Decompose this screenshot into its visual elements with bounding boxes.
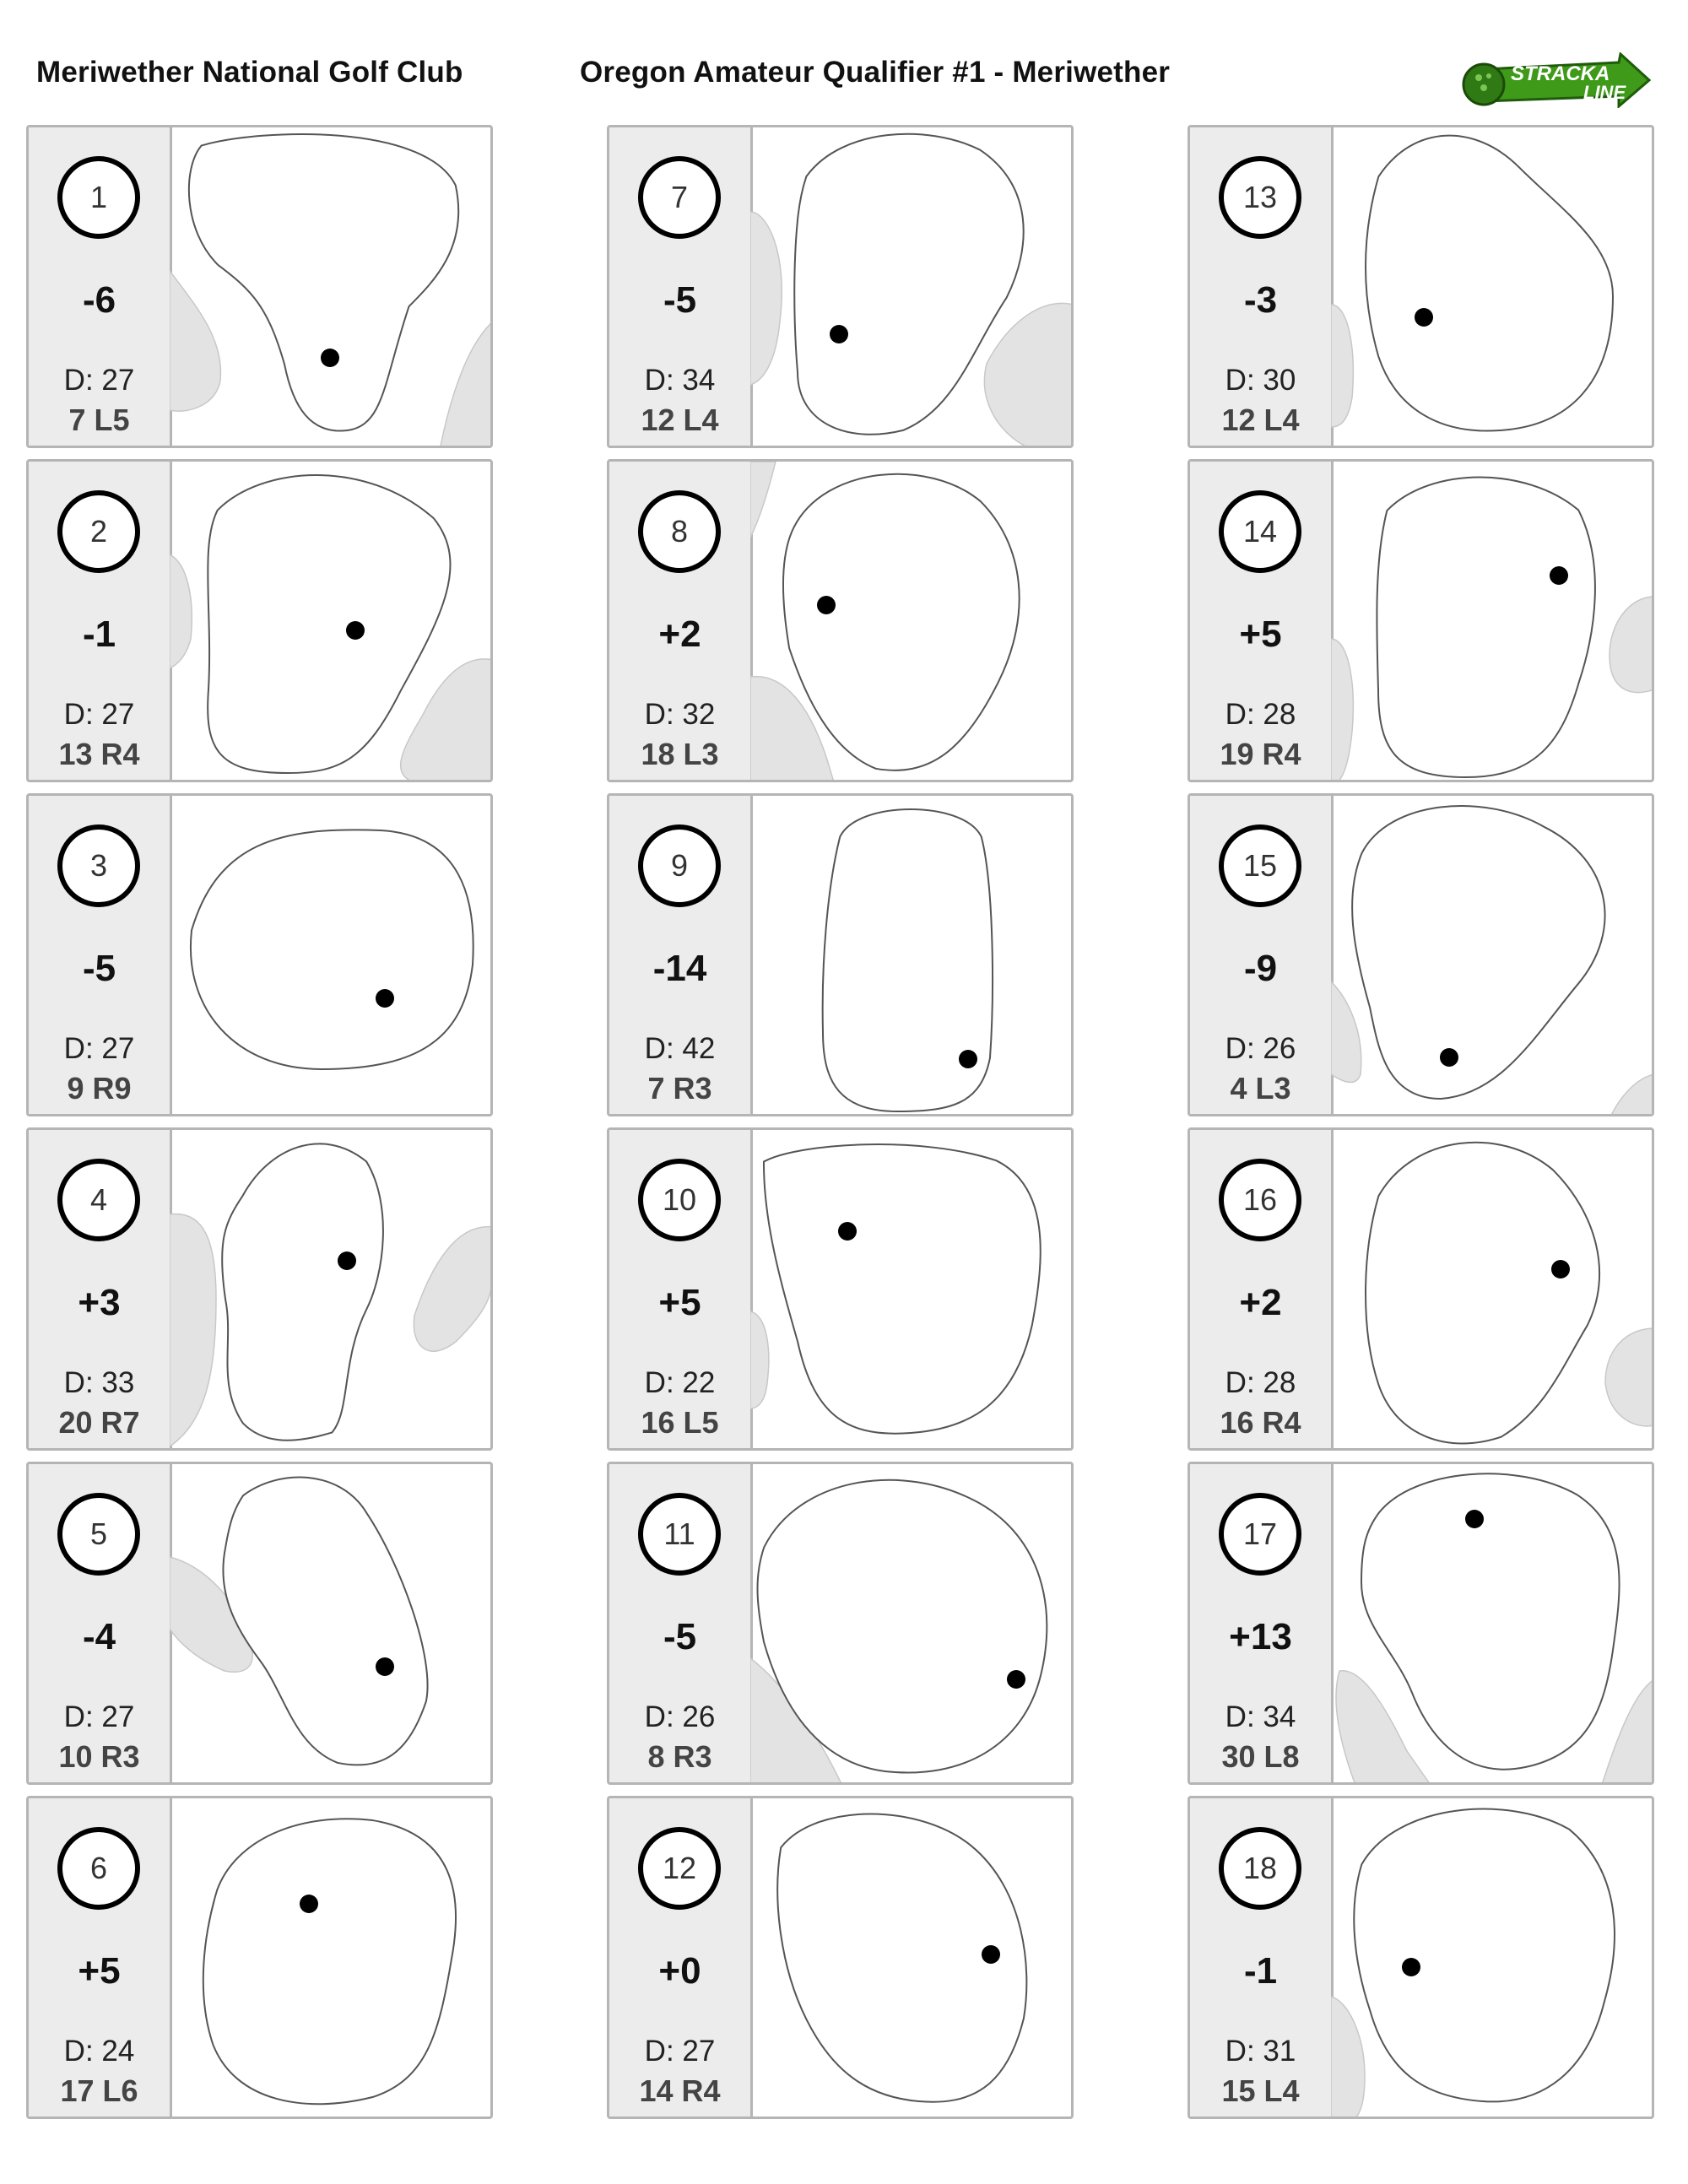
pin-position: 20 R7	[58, 1405, 140, 1440]
bunker-shape	[1331, 1997, 1365, 2119]
hole-info-panel	[609, 127, 753, 446]
hole-card	[26, 1462, 493, 1785]
hole-number: 11	[638, 1493, 721, 1576]
pin-position: 30 L8	[1221, 1739, 1300, 1774]
hole-score: +0	[658, 1950, 701, 1992]
green-diagram	[1331, 796, 1654, 1116]
bunker-shape	[414, 1227, 493, 1352]
hole-info-panel	[1190, 127, 1334, 446]
green-depth: D: 27	[63, 364, 135, 397]
hole-info-panel	[29, 1464, 172, 1782]
green-depth: D: 42	[644, 1032, 716, 1065]
hole-number: 7	[638, 156, 721, 239]
hole-score: +5	[78, 1950, 121, 1992]
pin-position: 17 L6	[60, 2073, 138, 2108]
pin-position: 7 R3	[647, 1071, 712, 1106]
green-diagram	[750, 1464, 1074, 1785]
green-depth: D: 27	[644, 2035, 716, 2068]
hole-card	[1188, 793, 1654, 1116]
bunker-shape	[1331, 305, 1353, 427]
green-outline-inner	[194, 833, 470, 1066]
hole-number: 4	[57, 1159, 140, 1241]
hole-card	[607, 1796, 1074, 2119]
pin-marker	[346, 621, 365, 640]
green-outline-inner	[1357, 1813, 1611, 2099]
pin-position: 12 L4	[1221, 403, 1300, 437]
hole-card	[26, 1796, 493, 2119]
bunker-shape	[984, 303, 1074, 448]
bunker-shape	[750, 212, 782, 385]
hole-number: 16	[1219, 1159, 1301, 1241]
hole-card	[1188, 125, 1654, 448]
green-depth: D: 30	[1225, 364, 1296, 397]
hole-info-panel	[609, 1464, 753, 1782]
bunker-shape	[750, 1311, 769, 1408]
green-outline-inner	[787, 478, 1016, 767]
green-diagram	[1331, 1798, 1654, 2119]
green-depth: D: 28	[1225, 698, 1296, 731]
pin-marker	[300, 1895, 318, 1913]
hole-number: 9	[638, 824, 721, 907]
hole-card	[26, 459, 493, 782]
pin-position: 16 R4	[1220, 1405, 1301, 1440]
hole-card	[607, 1127, 1074, 1451]
green-diagram	[170, 1464, 493, 1785]
hole-info-panel	[29, 1798, 172, 2116]
green-outline-inner	[211, 478, 446, 770]
hole-card	[607, 459, 1074, 782]
hole-number: 5	[57, 1493, 140, 1576]
green-depth: D: 34	[644, 364, 716, 397]
green-diagram	[1331, 127, 1654, 448]
pin-position: 14 R4	[639, 2073, 721, 2108]
stracka-line-logo	[1458, 52, 1651, 108]
green-outline-inner	[226, 1481, 424, 1762]
hole-score: -3	[1243, 279, 1278, 321]
hole-number: 15	[1219, 824, 1301, 907]
green-outline-inner	[1365, 1477, 1616, 1765]
hole-number: 12	[638, 1827, 721, 1910]
hole-card	[607, 793, 1074, 1116]
green-depth: D: 33	[63, 1366, 135, 1399]
green-diagram	[1331, 462, 1654, 782]
bunker-shape	[440, 322, 493, 448]
bunker-shape	[401, 659, 493, 782]
pin-marker	[830, 325, 848, 343]
pin-marker	[1402, 1958, 1420, 1976]
hole-info-panel	[609, 796, 753, 1114]
hole-number: 18	[1219, 1827, 1301, 1910]
hole-score: +5	[658, 1282, 701, 1323]
green-diagram	[170, 1130, 493, 1451]
green-diagram	[1331, 1464, 1654, 1785]
green-diagram	[750, 1798, 1074, 2119]
hole-card	[26, 1127, 493, 1451]
hole-card	[1188, 459, 1654, 782]
hole-score: -1	[1243, 1950, 1278, 1992]
hole-number: 10	[638, 1159, 721, 1241]
hole-info-panel	[29, 127, 172, 446]
green-depth: D: 31	[1225, 2035, 1296, 2068]
hole-score: -4	[82, 1616, 116, 1657]
hole-card	[1188, 1127, 1654, 1451]
bunker-shape	[1331, 981, 1361, 1082]
green-depth: D: 27	[63, 1032, 135, 1065]
green-outline-inner	[225, 1147, 380, 1436]
hole-info-panel	[609, 1798, 753, 2116]
pin-position: 18 L3	[641, 737, 719, 771]
pin-position: 15 L4	[1221, 2073, 1300, 2108]
logo-text-top: STRACKA	[1511, 62, 1610, 85]
hole-score: +2	[658, 614, 701, 655]
bunker-shape	[1331, 639, 1353, 782]
bunker-shape	[1610, 597, 1654, 693]
green-outline-inner	[1369, 1146, 1596, 1441]
green-depth: D: 34	[1225, 1700, 1296, 1733]
hole-number: 6	[57, 1827, 140, 1910]
hole-info-panel	[29, 1130, 172, 1448]
green-depth: D: 27	[63, 698, 135, 731]
pin-position: 7 L5	[68, 403, 130, 437]
green-diagram	[1331, 1130, 1654, 1451]
bunker-shape	[750, 462, 776, 538]
bunker-shape	[1601, 1679, 1654, 1785]
event-title: Oregon Amateur Qualifier #1 - Meriwether	[580, 56, 1171, 89]
hole-card	[607, 125, 1074, 448]
hole-card	[607, 1462, 1074, 1785]
logo-text-bottom: LINE	[1583, 82, 1626, 103]
hole-score: +5	[1239, 614, 1282, 655]
pin-marker	[1551, 1260, 1570, 1279]
hole-info-panel	[1190, 462, 1334, 780]
green-depth: D: 26	[1225, 1032, 1296, 1065]
green-diagram	[170, 1798, 493, 2119]
hole-number: 3	[57, 824, 140, 907]
hole-card	[26, 793, 493, 1116]
pin-marker	[817, 596, 836, 614]
pin-position: 13 R4	[58, 737, 140, 771]
green-diagram	[170, 796, 493, 1116]
green-depth: D: 24	[63, 2035, 135, 2068]
hole-info-panel	[29, 796, 172, 1114]
pin-position: 9 R9	[67, 1071, 132, 1106]
hole-score: +3	[78, 1282, 121, 1323]
hole-info-panel	[609, 1130, 753, 1448]
green-depth: D: 26	[644, 1700, 716, 1733]
hole-score: -1	[82, 614, 116, 655]
pin-marker	[838, 1222, 857, 1241]
pin-marker	[376, 1657, 394, 1676]
hole-number: 1	[57, 156, 140, 239]
pin-marker	[982, 1945, 1000, 1964]
pin-position: 16 L5	[641, 1405, 719, 1440]
pin-marker	[338, 1251, 356, 1270]
hole-card	[1188, 1462, 1654, 1785]
hole-number: 2	[57, 490, 140, 573]
hole-score: -6	[82, 279, 116, 321]
pin-marker	[1440, 1048, 1458, 1067]
bunker-shape	[170, 554, 192, 668]
hole-score: -14	[652, 948, 707, 989]
green-depth: D: 27	[63, 1700, 135, 1733]
green-diagram	[750, 127, 1074, 448]
hole-score: -9	[1243, 948, 1278, 989]
green-diagram	[170, 462, 493, 782]
hole-info-panel	[1190, 1464, 1334, 1782]
bunker-shape	[1610, 1074, 1654, 1116]
bunker-shape	[170, 1214, 216, 1446]
green-depth: D: 32	[644, 698, 716, 731]
green-depth: D: 28	[1225, 1366, 1296, 1399]
hole-score: +2	[1239, 1282, 1282, 1323]
green-outline-inner	[767, 1148, 1037, 1430]
hole-score: -5	[82, 948, 116, 989]
green-outline-inner	[1355, 809, 1601, 1095]
green-diagram	[170, 127, 493, 448]
pin-marker	[376, 989, 394, 1008]
pin-marker	[1465, 1510, 1484, 1528]
hole-info-panel	[1190, 796, 1334, 1114]
green-outline-inner	[207, 1822, 452, 2100]
green-outline-inner	[192, 138, 455, 428]
pin-position: 12 L4	[641, 403, 719, 437]
pin-position: 8 R3	[647, 1739, 712, 1774]
hole-info-panel	[1190, 1798, 1334, 2116]
green-diagram	[750, 1130, 1074, 1451]
hole-score: -5	[663, 1616, 697, 1657]
club-name: Meriwether National Golf Club	[36, 56, 463, 89]
pin-marker	[1415, 308, 1433, 327]
pin-marker	[1550, 566, 1568, 585]
hole-number: 17	[1219, 1493, 1301, 1576]
pin-marker	[1007, 1670, 1025, 1689]
pin-marker	[321, 349, 339, 367]
green-depth: D: 22	[644, 1366, 716, 1399]
hole-card	[1188, 1796, 1654, 2119]
hole-number: 8	[638, 490, 721, 573]
green-diagram	[750, 796, 1074, 1116]
pin-position: 4 L3	[1230, 1071, 1291, 1106]
hole-score: -5	[663, 279, 697, 321]
hole-number: 13	[1219, 156, 1301, 239]
bunker-shape	[1605, 1328, 1654, 1426]
hole-info-panel	[29, 462, 172, 780]
hole-info-panel	[1190, 1130, 1334, 1448]
pin-marker	[959, 1050, 977, 1068]
bunker-shape	[170, 271, 220, 411]
hole-number: 14	[1219, 490, 1301, 573]
green-outline-inner	[1369, 139, 1610, 428]
hole-card	[26, 125, 493, 448]
pin-position: 19 R4	[1220, 737, 1301, 771]
hole-score: +13	[1229, 1616, 1292, 1657]
hole-info-panel	[609, 462, 753, 780]
pin-position: 10 R3	[58, 1739, 140, 1774]
green-diagram	[750, 462, 1074, 782]
